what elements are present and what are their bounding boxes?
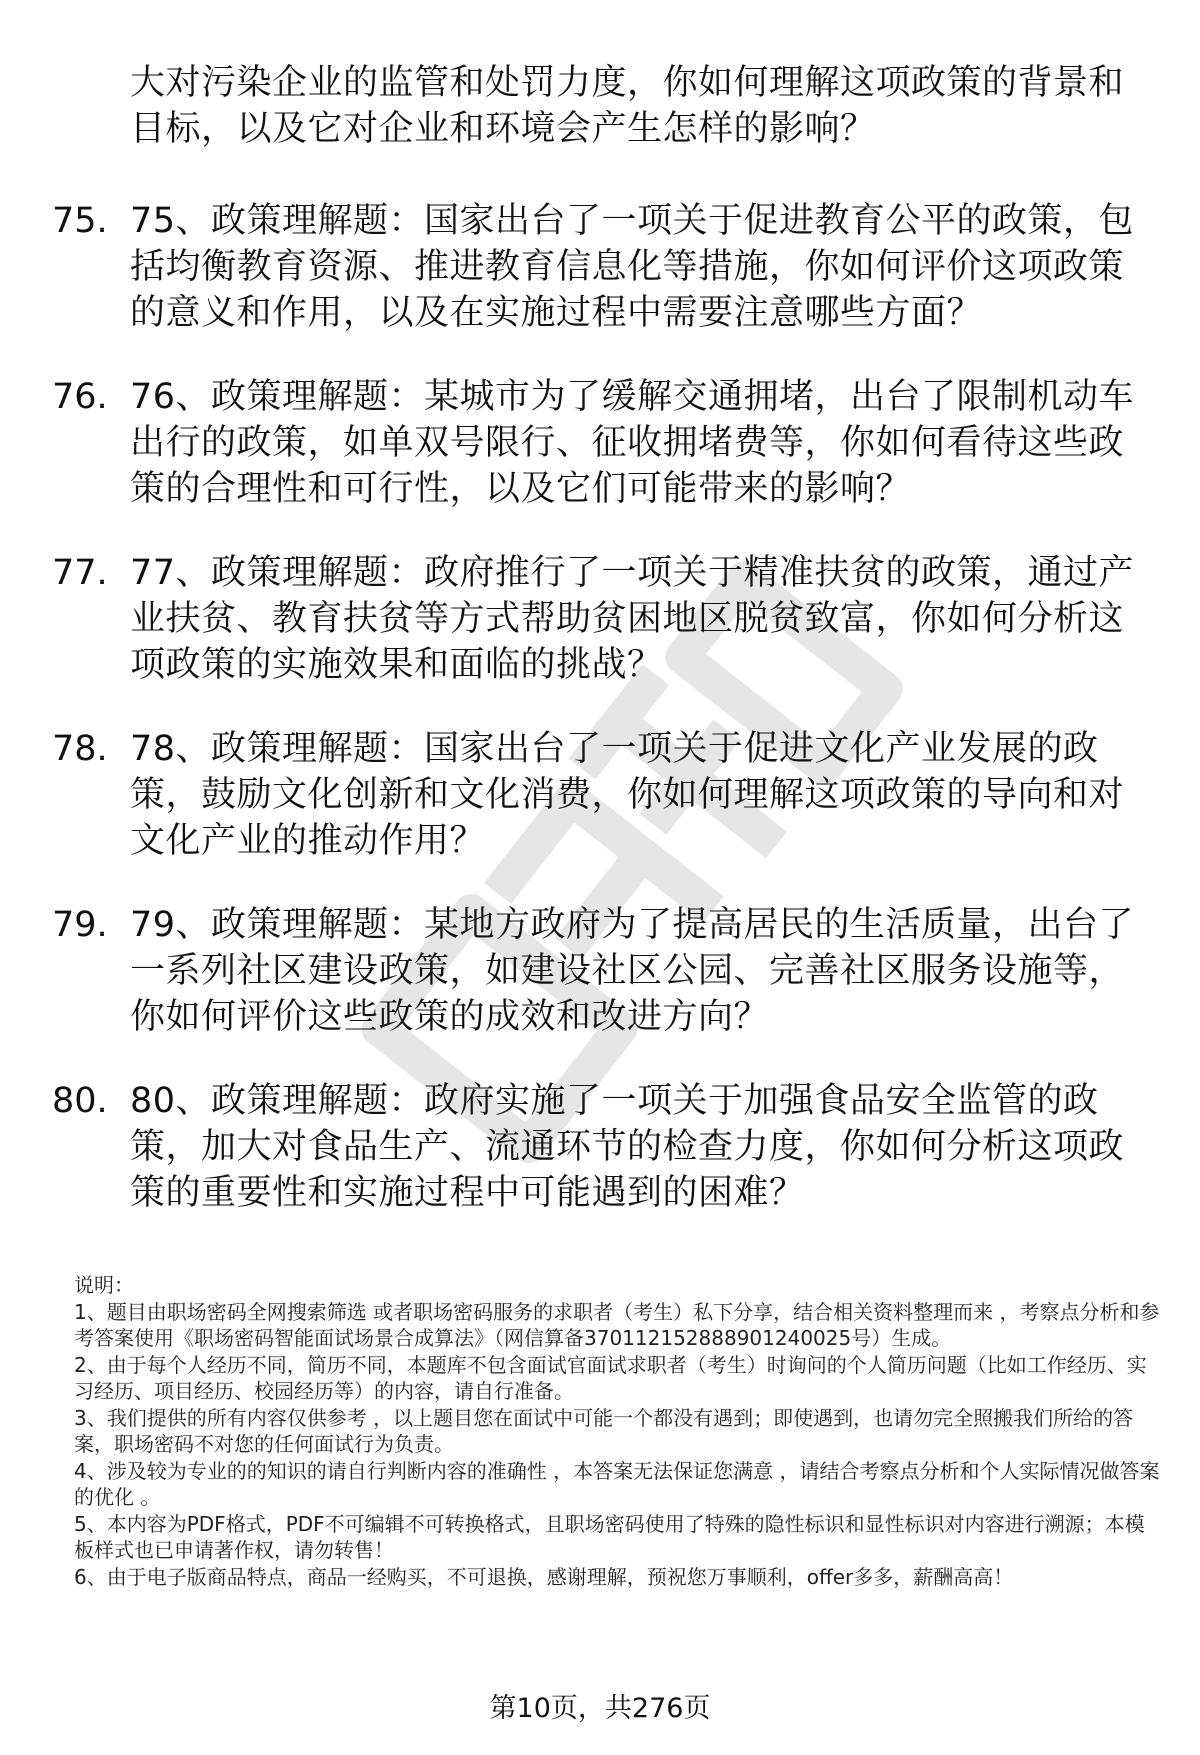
notes-heading: 说明：	[74, 1273, 134, 1297]
note-item: 2、由于每个人经历不同，简历不同，本题库不包含面试官面试求职者（考生）时询问的个人简历问题（比如工作经历、实习经历、项目经历、校园经历等）的内容，请自行准备。	[74, 1352, 1147, 1403]
question-number: 77.	[52, 553, 108, 593]
question-item	[0, 1078, 1200, 1216]
question-item	[0, 198, 1200, 336]
question-item	[0, 726, 1200, 864]
question-number: 79.	[52, 905, 108, 945]
notes-section	[74, 1272, 1164, 1590]
question-number: 78.	[52, 729, 108, 769]
note-item: 4、涉及较为专业的的知识的请自行判断内容的准确性 ，本答案无法保证您满意 ，请结合考察点分析和个人实际情况做答案的优化 。	[74, 1458, 1160, 1509]
question-number: 75.	[52, 201, 108, 241]
question-number: 80.	[52, 1081, 108, 1121]
question-item	[0, 550, 1200, 688]
question-text: 78、政策理解题：国家出台了一项关于促进文化产业发展的政策，鼓励文化创新和文化消费，你如何理解这项政策的导向和对文化产业的推动作用？	[130, 729, 1125, 861]
note-item: 1、题目由职场密码全网搜索筛选 或者职场密码服务的求职者（考生）私下分享，结合相关资料整理而来 ，考察点分析和参考答案使用《职场密码智能面试场景合成算法》（网信算备370112152888901240025号）生成。	[74, 1299, 1160, 1350]
note-item: 6、由于电子版商品特点，商品一经购买，不可退换，感谢理解，预祝您万事顺利，offer多多，薪酬高高！	[74, 1564, 1014, 1589]
question-text: 大对污染企业的监管和处罚力度，你如何理解这项政策的背景和目标，以及它对企业和环境会产生怎样的影响？	[130, 63, 1125, 149]
question-text: 79、政策理解题：某地方政府为了提高居民的生活质量，出台了一系列社区建设政策，如建设社区公园、完善社区服务设施等，你如何评价这些政策的成效和改进方向？	[130, 905, 1135, 1037]
page-number: 第10页，共276页	[489, 1693, 711, 1724]
question-text: 80、政策理解题：政府实施了一项关于加强食品安全监管的政策，加大对食品生产、流通环节的检查力度，你如何分析这项政策的重要性和实施过程中可能遇到的困难？	[130, 1081, 1125, 1213]
note-item: 3、我们提供的所有内容仅供参考 ，以上题目您在面试中可能一个都没有遇到；即使遇到，也请勿完全照搬我们所给的答案，职场密码不对您的任何面试行为负责。	[74, 1405, 1134, 1456]
question-text: 77、政策理解题：政府推行了一项关于精准扶贫的政策，通过产业扶贫、教育扶贫等方式帮助贫困地区脱贫致富，你如何分析这项政策的实施效果和面临的挑战？	[130, 553, 1135, 685]
question-list	[0, 60, 1200, 1254]
question-text: 75、政策理解题：国家出台了一项关于促进教育公平的政策，包括均衡教育资源、推进教育信息化等措施，你如何评价这项政策的意义和作用，以及在实施过程中需要注意哪些方面？	[130, 201, 1135, 333]
question-item	[0, 60, 1200, 152]
question-item	[0, 374, 1200, 512]
question-number: 76.	[52, 377, 108, 417]
question-text: 76、政策理解题：某城市为了缓解交通拥堵，出台了限制机动车出行的政策，如单双号限行、征收拥堵费等，你如何看待这些政策的合理性和可行性，以及它们可能带来的影响？	[130, 377, 1135, 509]
question-item	[0, 902, 1200, 1040]
note-item: 5、本内容为PDF格式，PDF不可编辑不可转换格式，且职场密码使用了特殊的隐性标识和显性标识对内容进行溯源；本模板样式也已申请著作权，请勿转售！	[74, 1511, 1145, 1562]
